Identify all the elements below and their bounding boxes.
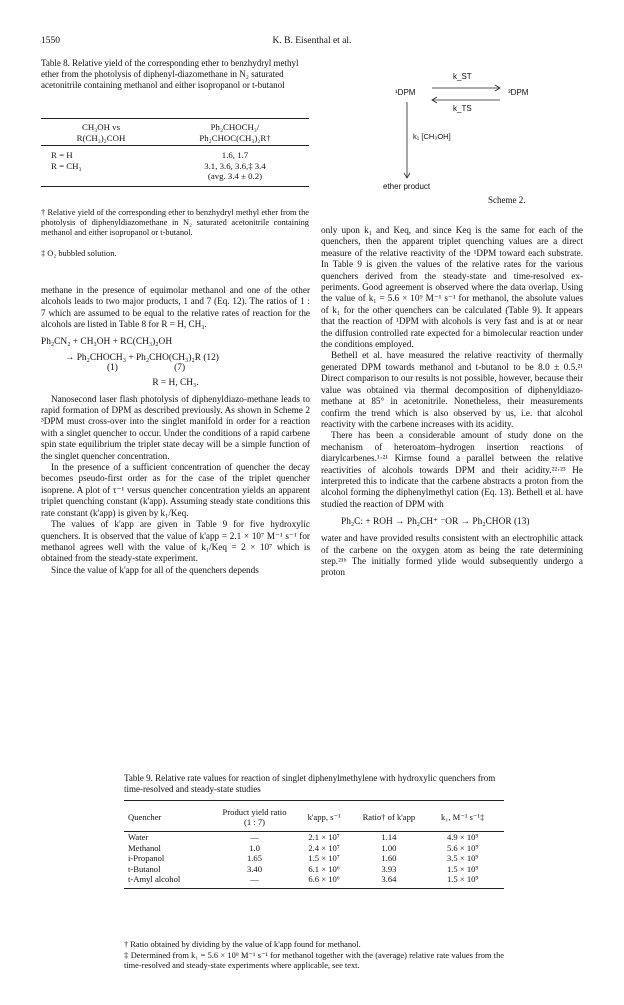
table-cell: 2.1 × 10⁷ [308,832,340,842]
equation-12-line1: Ph₂CN₂ + CH₃OH + RC(CH₃)₂OH [41,336,173,347]
scheme-triplet-label: ³DPM [508,88,529,97]
table-cell: 5.6 × 10⁹ [446,842,479,853]
table-cell: 1.5 × 10⁹ [446,863,479,874]
table-cell: 1.65 [246,853,263,864]
table-cell: Methanol [128,842,161,853]
equation-13: Ph₂C: + ROH → Ph₂CH⁺ ⁻OR → Ph₂CHOR (13) [341,517,530,528]
table9-header-yield: Product yield ratio (1 : 7) [222,807,287,827]
table-cell: 2.4 × 10⁷ [308,842,340,853]
table9-footnote-2: ‡ Determined from k₁ = 5.6 × 10⁹ M⁻¹ s⁻¹ for methanol together with the (average) relative rate values from the time-resolved and steady-state experiments where applicable, see text. [124,951,504,970]
table9-grid [124,803,504,885]
scheme-kts-label: k_TS [453,104,472,113]
paragraph: Nanosecond laser flash photolysis of diphenyldiazo-methane leads to rapid formation of DPM as described previously. As shown in Scheme 2 ³DPM must cross-over into the singlet manifold in order for a reaction with a singlet quencher to occur. Under the conditions of a rapid carbene spin state equilibrium the triplet state decay will be a simple function of the singlet quencher concentration. [41,393,310,461]
table-cell: 3.5 × 10⁹ [446,853,479,864]
scheme-product-label: ether product [383,182,431,191]
table-cell: 6.6 × 10⁶ [308,874,340,885]
table-row [124,832,504,843]
table-row: R = CH₃ 3.1, 3.6, 3.6,‡ 3.4 (avg. 3.4 ± 0.2) [51,160,266,181]
table9-caption: Table 9. Relative rate values for reaction of singlet diphenylmethylene with hydroxylic quenchers from time-resolved and steady-state studies [124,773,496,794]
table-cell: t-Butanol [128,863,161,874]
table9-header-kapp: k'app, s⁻¹ [307,811,341,822]
table8-header [41,119,309,145]
paragraph: The values of k'app are given in Table 9 for five hydroxylic quenchers. It is observed that the value of k'app = 2.1 × 10⁷ M⁻¹ s⁻¹ for methanol agrees well with the value of k₁/Keq = 2 × 10⁷ which is obtained from the steady-state experiment. [41,519,310,564]
table9-header-row [124,803,504,831]
table8-col1-line2: R(CH₃)₂COH [76,132,126,143]
table-row [124,853,504,864]
right-column [321,225,583,579]
table-cell: 3.93 [381,863,397,874]
table9-header-ratio: Ratio† of k'app [362,812,416,822]
table8-footnote-2: ‡ O₂ bubbled solution. [41,249,117,258]
page-number: 1550 [41,36,60,46]
paragraph: methane in the presence of equimolar methanol and one of the other alcohols leads to two major products, 1 and 7 (Eq. 12). The ratios of 1 : 7 which are assumed to be equal to the relative rates of reaction for the alcohols are listed in Table 8 for R = H, CH₃. [41,285,310,330]
table-cell: 1.00 [381,842,397,853]
table-cell: 1.14 [381,832,397,842]
equation-12-condition: R = H, CH₃. [152,377,199,388]
table-cell: 1.5 × 10⁹ [446,874,479,885]
paragraph: In the presence of a sufficient concentration of quencher the decay becomes pseudo-first order as for the case of the triplet quencher isoprene. A plot of τ⁻¹ versus quencher concentration yields an apparent triplet quenching constant (k'app). Assuming steady state conditions this rate constant (k'app) is given by k₁/Keq. [41,462,310,518]
running-title: K. B. Eisenthal et al. [272,36,352,46]
table-cell: 3.40 [246,863,263,874]
table-row: R = H 1.6, 1.7 [51,150,249,160]
table9 [124,800,504,889]
paragraph: Bethell et al. have measured the relative reactivity of thermally generated DPM towards methanol and t-butanol to be 8.0 ± 0.5.²¹ Direct comparison to our results is not possible, however, because their value was obtained via thermal decomposition of diphenyldiazo-methane at 85° in acetonitrile. Nonetheless, their measurements confirm the trend which is also observed by us, i.e. that alcohol reactivity with the carbene increases with its acidity. [321,350,583,429]
table-cell: i-Propanol [128,853,165,864]
scheme-2 [383,72,565,208]
table-row [124,874,504,885]
scheme-k1-label: k₁ [CH₃OH] [413,132,451,141]
table8-col1-line1: CH₃OH vs [81,122,120,132]
table9-header-k1: k₁, M⁻¹ s⁻¹‡ [441,811,485,822]
table-cell: t-Amyl alcohol [128,874,181,885]
paragraph: only upon k₁ and Keq, and since Keq is the same for each of the quenchers, then the apparent triplet quenching values are a direct measure of the relative reactivity of the ¹DPM toward each substrate. In Table 9 is given the values of the relative rates for the various quenchers derived from the steady-state and time-resolved ex-periments. Good agreement is observed where the data overlap. Using the value of k₁ = 5.6 × 10⁹ M⁻¹ s⁻¹ for methanol, the absolute values of k₁ for the other quenchers can be calculated (Table 9). It appears that the reaction of ¹DPM with alcohols is very fast and is at or near the diffusion controlled rate expected for a bimolecular reaction under the conditions employed. [321,225,583,350]
table-row [124,864,504,875]
table8-col2-line1: Ph₂CHOCH₃/ [210,122,260,132]
table-cell: Water [128,832,149,842]
table-cell: 3.64 [381,874,397,885]
table-cell: 1.0 [249,842,260,853]
equation-12-line2: → Ph₂CHOCH₃ + Ph₂CHO(CH₃)₂R (12) [65,352,219,363]
equation-12-labels: (1) (7) [107,362,186,373]
scheme-kst-label: k_ST [453,72,472,81]
table8-caption: Table 8. Relative yield of the corresponding ether to benzhydryl methyl ether from the photolysis of diphenyl-diazomethane in N₂ saturated acetonitrile containing methanol and either isopropanol or t-butanol [41,58,299,90]
table-cell: 1.5 × 10⁷ [308,853,340,864]
paragraph: water and have provided results consistent with an electrophilic attack of the carbene on the oxygen atom as being the rate determining step.²¹ᵇ The initially formed ylide would subsequently undergo a proton [321,533,583,578]
scheme-caption: Scheme 2. [488,195,526,205]
table8 [41,118,309,187]
table8-col2-line2: Ph₂CHOC(CH₃)₂R† [199,132,271,143]
paragraph: Since the value of k'app for all of the quenchers depends [51,564,259,575]
table-cell: 4.9 × 10⁹ [446,832,479,842]
table-cell: 6.1 × 10⁶ [308,863,340,874]
paragraph: There has been a considerable amount of study done on the mechanism of heteroatom–hydrogen insertion reactions of diarylcarbenes.¹·²¹ Kirmse found a parallel between the relative reactivities of alcohols towards DPM and their acidity.²²·²³ He interpreted this to indicate that the carbene abstracts a proton from the alcohol forming the diphenylmethyl cation (Eq. 13). Bethell et al. have studied the reaction of DPM with [321,430,583,509]
table-row [124,843,504,854]
table8-footnote-1: † Relative yield of the corresponding ether to benzhydryl methyl ether from the photolysis of diphenyldiazomethane in N₂ saturated acetonitrile containing methanol and either isopropanol or t-butanol. [41,208,309,237]
table9-footnote-1: † Ratio obtained by dividing by the value of k'app found for methanol. [124,940,361,949]
table9-header-quencher: Quencher [128,812,162,822]
table-cell: — [250,874,259,885]
left-column [41,285,310,576]
table-cell: — [250,832,259,842]
table-cell: 1.60 [381,853,397,864]
scheme-singlet-label: ¹DPM [395,88,416,97]
table8-body [41,146,309,182]
table9-body [124,832,504,885]
